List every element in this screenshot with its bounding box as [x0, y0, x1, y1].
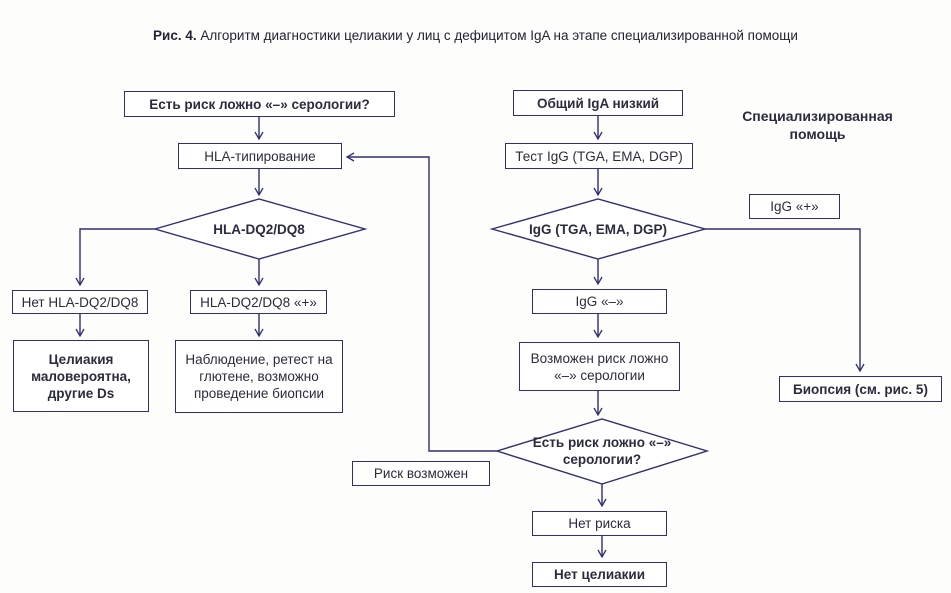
figure-caption-number: Рис. 4.	[153, 28, 197, 43]
node-label: HLA-типирование	[204, 148, 316, 164]
node-total-iga-low	[513, 90, 683, 116]
node-risk-false-neg-question-top	[124, 91, 395, 117]
node-possible-false-neg-risk	[519, 342, 680, 391]
node-no-hla-dq2-dq8	[12, 290, 148, 314]
node-label: Нет целиакии	[554, 567, 645, 582]
node-label: Нет HLA-DQ2/DQ8	[21, 294, 139, 310]
diamond-hla-dq2-dq8-label	[169, 215, 349, 243]
node-label: Нет риска	[568, 516, 631, 531]
figure-caption-text: Алгоритм диагностики целиакии у лиц с дефицитом IgA на этапе специализированной помощи	[196, 28, 798, 43]
node-label: HLA-DQ2/DQ8 «+»	[200, 294, 317, 310]
node-igg-negative	[532, 289, 667, 314]
diamond-risk-false-neg-label	[512, 428, 692, 474]
node-igg-positive	[749, 194, 840, 219]
node-observation-retest	[175, 340, 343, 413]
node-no-celiac	[532, 562, 667, 587]
node-label: IgG «+»	[770, 199, 819, 214]
diamond-igg-label	[508, 215, 688, 243]
node-label: Есть риск ложно «–» серологии?	[532, 435, 672, 467]
node-test-igg	[505, 143, 693, 169]
node-label: Общий IgA низкий	[536, 95, 660, 111]
node-celiac-unlikely	[13, 340, 149, 412]
node-label: IgG «–»	[575, 294, 624, 309]
node-label: Наблюдение, ретест на глютене, возможно проведение биопсии	[185, 352, 333, 401]
node-label: IgG (TGA, EMA, DGP)	[529, 221, 667, 237]
node-label: Биопсия (см. рис. 5)	[793, 381, 928, 397]
node-label: HLA-DQ2/DQ8	[213, 221, 305, 237]
node-label: Есть риск ложно «–» серологии?	[149, 96, 370, 112]
annotation-label: Специализированная помощь	[742, 108, 893, 142]
node-label: Возможен риск ложно «–» серологии	[530, 350, 669, 383]
connector-iggdiamond-to-biopsy	[705, 229, 860, 371]
node-label: Тест IgG (TGA, EMA, DGP)	[515, 148, 683, 164]
node-label: Риск возможен	[373, 466, 469, 481]
specialized-care-label	[730, 105, 905, 145]
node-biopsy	[779, 376, 942, 402]
node-risk-possible	[352, 461, 490, 486]
node-no-risk	[532, 511, 667, 536]
node-label: Целиакия маловероятна, другие Ds	[31, 351, 131, 401]
node-hla-dq2-dq8-positive	[190, 290, 327, 314]
node-hla-typing	[178, 143, 342, 169]
connector-feedback-to-hlatyping	[347, 157, 497, 451]
connector-diamond-left-to-nohla	[80, 229, 155, 285]
